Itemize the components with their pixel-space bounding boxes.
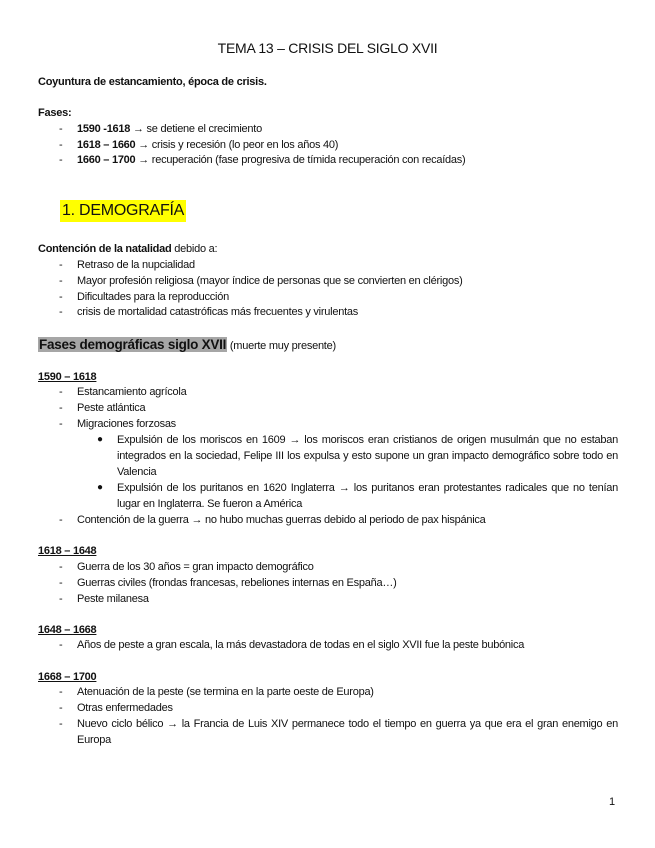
list-item: Peste atlántica (77, 402, 146, 414)
dash: - (59, 402, 63, 414)
list-item: Nuevo ciclo bélico → la Francia de Luis XIV permanece todo el tiempo en guerra ya que era el gran enemigo en Europa (77, 718, 618, 746)
natalidad-heading: Contención de la natalidad debido a: (38, 243, 218, 255)
list-item: Peste milanesa (77, 593, 149, 605)
dash: - (59, 275, 63, 287)
period-heading: 1668 – 1700 (38, 671, 97, 683)
dash: - (59, 686, 63, 698)
bullet-item: Expulsión de los moriscos en 1609 → los moriscos eran cristianos de origen musulmán que no estaban integrados en la sociedad, Felipe III los expulsa y esto supone un gran impacto demográfico sobre todo en Valencia (117, 434, 618, 478)
dash: - (59, 639, 63, 651)
bullet-item: Expulsión de los puritanos en 1620 Inglaterra → los puritanos eran protestantes radicales que no tenían lugar en Inglaterra. Se fueron a América (117, 482, 618, 510)
dash: - (59, 418, 63, 430)
dash: - (59, 561, 63, 573)
fases-demograficas-heading: Fases demográficas siglo XVII (muerte muy presente) (39, 337, 336, 352)
bullet-icon: ● (97, 434, 103, 445)
list-item: Otras enfermedades (77, 702, 173, 714)
list-item: Contención de la guerra → no hubo muchas guerras debido al periodo de pax hispánica (77, 514, 486, 526)
dash: - (59, 123, 63, 135)
page-title: TEMA 13 – CRISIS DEL SIGLO XVII (217, 40, 438, 56)
dash: - (59, 139, 63, 151)
period-heading: 1648 – 1668 (38, 624, 97, 636)
page-number: 1 (609, 796, 615, 808)
list-item: Migraciones forzosas (77, 418, 176, 430)
dash: - (59, 386, 63, 398)
list-item: Retraso de la nupcialidad (77, 259, 195, 271)
period-heading: 1590 – 1618 (38, 371, 97, 383)
list-item: Años de peste a gran escala, la más devastadora de todas en el siglo XVII fue la peste bubónica (77, 639, 525, 651)
list-item: 1590 -1618 → se detiene el crecimiento (77, 123, 262, 135)
dash: - (59, 154, 63, 166)
list-item: 1618 – 1660 → crisis y recesión (lo peor en los años 40) (77, 139, 339, 151)
dash: - (59, 718, 63, 730)
list-item: Mayor profesión religiosa (mayor índice de personas que se convierten en clérigos) (77, 275, 463, 287)
section-heading: 1. DEMOGRAFÍA (60, 200, 186, 222)
intro: Coyuntura de estancamiento, época de crisis. (38, 76, 267, 88)
list-item: 1660 – 1700 → recuperación (fase progresiva de tímida recuperación con recaídas) (77, 154, 466, 166)
fases-label: Fases: (38, 107, 72, 119)
dash: - (59, 259, 63, 271)
list-item: Atenuación de la peste (se termina en la parte oeste de Europa) (77, 686, 374, 698)
bullet-icon: ● (97, 482, 103, 493)
list-item: Guerras civiles (frondas francesas, rebeliones internas en España…) (77, 577, 397, 589)
list-item: Estancamiento agrícola (77, 386, 187, 398)
list-item: Dificultades para la reproducción (77, 291, 229, 303)
dash: - (59, 514, 63, 526)
list-item: crisis de mortalidad catastróficas más frecuentes y virulentas (77, 306, 359, 318)
list-item: Guerra de los 30 años = gran impacto demográfico (77, 561, 314, 573)
dash: - (59, 577, 63, 589)
dash: - (59, 593, 63, 605)
dash: - (59, 291, 63, 303)
period-heading: 1618 – 1648 (38, 545, 97, 557)
dash: - (59, 306, 63, 318)
dash: - (59, 702, 63, 714)
